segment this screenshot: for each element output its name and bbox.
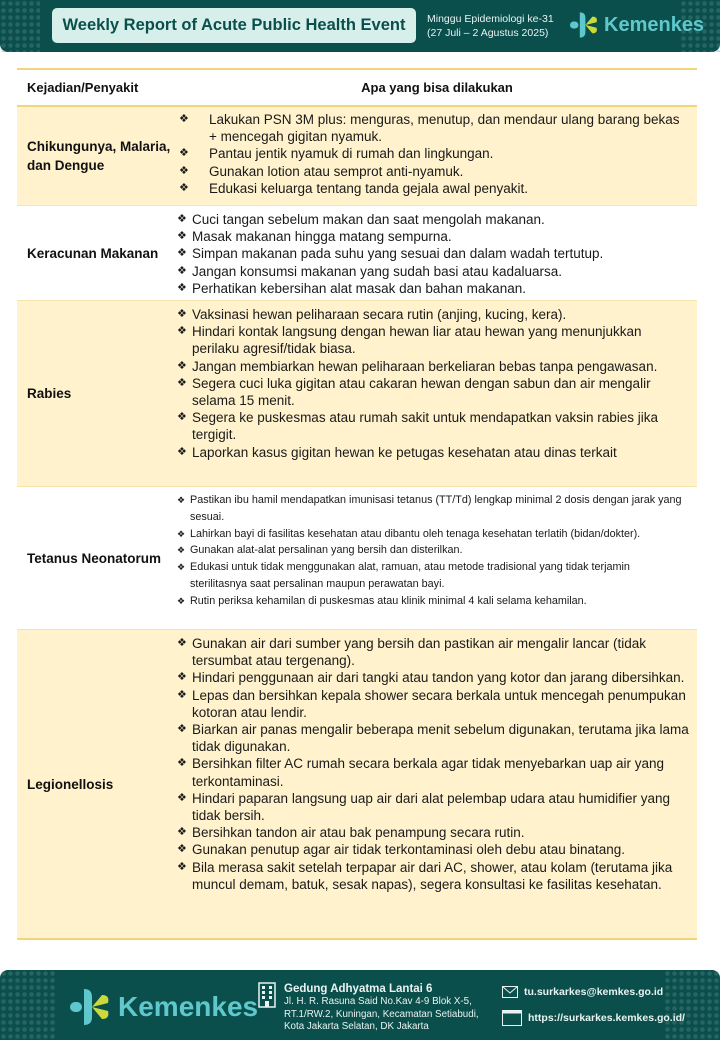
diamond-bullet-icon: ❖ xyxy=(177,359,187,372)
list-item: ❖ Lakukan PSN 3M plus: menguras, menutup, dan mendaur ulang barang bekas + mencegah gigitan nyamuk. xyxy=(179,112,680,145)
diamond-bullet-icon: ❖ xyxy=(177,637,187,649)
disease-name: Rabies xyxy=(27,386,72,401)
browser-window-icon xyxy=(502,1010,522,1026)
mail-icon xyxy=(502,986,518,998)
diamond-bullet-icon: ❖ xyxy=(177,247,187,260)
office-address xyxy=(284,982,479,1034)
kemenkes-logo-icon xyxy=(570,11,598,39)
list-item: ❖ Biarkan air panas mengalir beberapa menit sebelum digunakan, terutama jika lama tidak digunakan. xyxy=(177,722,689,755)
diamond-bullet-icon: ❖ xyxy=(177,545,186,556)
epi-week-info xyxy=(427,12,554,40)
table-row-rabies xyxy=(17,301,697,487)
list-item: ❖ Bersihkan tandon air atau bak penampung secara rutin. xyxy=(177,825,525,841)
list-item: ❖ Hindari kontak langsung dengan hewan liar atau hewan yang menunjukkan perilaku agresif/tidak biasa. xyxy=(177,324,642,357)
action-list xyxy=(177,301,697,486)
disease-name: Legionellosis xyxy=(27,776,114,792)
list-item: ❖ Jangan membiarkan hewan peliharaan berkeliaran bebas tanpa pengawasan. xyxy=(177,358,658,374)
list-item: ❖ Bila merasa sakit setelah terpapar air dari AC, shower, atau kolam (terutama jika muncul demam, batuk, sesak napas), segera konsultasi ke fasilitas kesehatan. xyxy=(177,859,673,892)
prevention-table xyxy=(17,68,697,940)
diamond-bullet-icon: ❖ xyxy=(179,147,189,160)
diamond-bullet-icon: ❖ xyxy=(177,826,187,839)
list-item: ❖ Gunakan lotion atau semprot anti-nyamuk. xyxy=(179,163,464,179)
diamond-bullet-icon: ❖ xyxy=(177,230,187,243)
list-item: ❖ Hindari penggunaan air dari tangki atau tandon yang kotor dan jarang dibersihkan. xyxy=(177,670,685,686)
diamond-bullet-icon: ❖ xyxy=(177,860,187,873)
diamond-bullet-icon: ❖ xyxy=(177,308,187,320)
list-item: ❖ Bersihkan filter AC rumah secara berkala agar tidak menyebarkan uap air yang terkontaminasi. xyxy=(177,756,664,789)
diamond-bullet-icon: ❖ xyxy=(177,528,186,539)
diamond-bullet-icon: ❖ xyxy=(177,688,187,701)
address-line: Jl. H. R. Rasuna Said No.Kav 4-9 Blok X-5, xyxy=(284,996,472,1007)
action-list xyxy=(177,107,697,205)
kemenkes-logo-icon xyxy=(70,987,110,1027)
address-line: Kota Jakarta Selatan, DK Jakarta xyxy=(284,1021,429,1032)
diamond-bullet-icon: ❖ xyxy=(177,723,187,736)
kemenkes-logo-text: Kemenkes xyxy=(604,13,705,36)
list-item: ❖ Pantau jentik nyamuk di rumah dan lingkungan. xyxy=(179,146,494,162)
report-footer xyxy=(0,970,720,1040)
disease-name: Tetanus Neonatorum xyxy=(27,550,162,566)
diamond-bullet-icon: ❖ xyxy=(179,181,189,194)
website-link[interactable]: https://surkarkes.kemkes.go.id/ xyxy=(528,1012,685,1024)
diamond-bullet-icon: ❖ xyxy=(177,757,187,770)
column-header-disease: Kejadian/Penyakit xyxy=(27,80,139,95)
list-item: ❖ Masak makanan hingga matang sempurna. xyxy=(177,229,452,245)
action-list xyxy=(177,487,697,629)
address-title: Gedung Adhyatma Lantai 6 xyxy=(284,983,433,995)
table-row-legionellosis xyxy=(17,630,697,940)
diamond-bullet-icon: ❖ xyxy=(177,264,187,277)
list-item: ❖ Rutin periksa kehamilan di puskesmas atau klinik minimal 4 kali selama kehamilan. xyxy=(177,593,689,610)
diamond-bullet-icon: ❖ xyxy=(177,495,186,505)
action-list xyxy=(177,630,697,938)
list-item: ❖ Segera cuci luka gigitan atau cakaran hewan dengan sabun dan air mengalir selama 15 menit. xyxy=(177,375,651,409)
column-header-actions: Apa yang bisa dilakukan xyxy=(361,80,513,95)
diamond-bullet-icon: ❖ xyxy=(177,213,187,225)
list-item: ❖ Gunakan air dari sumber yang bersih dan pastikan air mengalir lancar (tidak tersumbat atau tergenang). xyxy=(177,636,646,669)
disease-name: Chikungunya, Malaria, dan Dengue xyxy=(27,139,171,173)
kemenkes-logo xyxy=(70,987,258,1027)
list-item: ❖ Pastikan ibu hamil mendapatkan imunisasi tetanus (TT/Td) lengkap minimal 2 dosis dengan jarak yang sesuai. xyxy=(177,492,689,526)
epi-week-dates: (27 Juli – 2 Agustus 2025) xyxy=(427,27,549,39)
batik-pattern-left xyxy=(0,970,56,1040)
list-item: ❖ Lepas dan bersihkan kepala shower secara berkala untuk mencegah penumpukan kotoran atau lendir. xyxy=(177,687,686,720)
report-title: Weekly Report of Acute Public Health Event xyxy=(52,8,416,43)
table-row-chikungunya xyxy=(17,107,697,206)
kemenkes-logo xyxy=(570,11,704,39)
list-item: ❖ Vaksinasi hewan peliharaan secara rutin (anjing, kucing, kera). xyxy=(177,307,567,322)
list-item: ❖ Jangan konsumsi makanan yang sudah basi atau kadaluarsa. xyxy=(177,263,562,279)
disease-name: Keracunan Makanan xyxy=(27,245,159,261)
building-icon xyxy=(258,982,276,1008)
list-item: ❖ Cuci tangan sebelum makan dan saat mengolah makanan. xyxy=(177,212,545,227)
diamond-bullet-icon: ❖ xyxy=(179,164,189,177)
list-item: ❖ Edukasi keluarga tentang tanda gejala awal penyakit. xyxy=(179,180,528,196)
contact-email[interactable] xyxy=(502,986,663,998)
diamond-bullet-icon: ❖ xyxy=(177,411,187,424)
address-line: RT.1/RW.2, Kuningan, Kecamatan Setiabudi, xyxy=(284,1008,479,1020)
list-item: ❖ Laporkan kasus gigitan hewan ke petugas kesehatan atau dinas terkait xyxy=(177,444,617,460)
diamond-bullet-icon: ❖ xyxy=(177,595,186,606)
list-item: ❖ Perhatikan kebersihan alat masak dan bahan makanan. xyxy=(177,280,526,296)
list-item: ❖ Gunakan alat-alat persalinan yang bersih dan disterilkan. xyxy=(177,542,689,559)
list-item: ❖ Gunakan penutup agar air tidak terkontaminasi oleh debu atau binatang. xyxy=(177,842,626,858)
diamond-bullet-icon: ❖ xyxy=(177,843,187,856)
contact-website[interactable] xyxy=(502,1010,685,1026)
email-link[interactable]: tu.surkarkes@kemkes.go.id xyxy=(524,986,664,998)
report-header xyxy=(0,0,720,52)
list-item: ❖ Simpan makanan pada suhu yang sesuai dan dalam wadah tertutup. xyxy=(177,246,604,262)
diamond-bullet-icon: ❖ xyxy=(177,791,187,804)
kemenkes-logo-text: Kemenkes xyxy=(118,991,259,1022)
batik-pattern-right xyxy=(664,970,720,1040)
diamond-bullet-icon: ❖ xyxy=(177,325,187,338)
batik-pattern-left xyxy=(0,0,40,52)
diamond-bullet-icon: ❖ xyxy=(177,671,187,684)
list-item: ❖ Edukasi untuk tidak menggunakan alat, ramuan, atau metode tradisional yang tidak terjamin sterilitasnya saat persalinan maupun perawatan bayi. xyxy=(177,559,689,593)
epi-week-number: Minggu Epidemiologi ke-31 xyxy=(427,13,554,25)
list-item: ❖ Lahirkan bayi di fasilitas kesehatan atau dibantu oleh tenaga kesehatan terlatih (bidan/dokter). xyxy=(177,526,689,543)
table-header-row xyxy=(17,68,697,107)
list-item: ❖ Segera ke puskesmas atau rumah sakit untuk mendapatkan vaksin rabies jika tergigit. xyxy=(177,410,659,443)
diamond-bullet-icon: ❖ xyxy=(179,113,189,125)
table-row-keracunan xyxy=(17,206,697,301)
list-item: ❖ Hindari paparan langsung uap air dari alat pelembap udara atau humidifier yang tidak bersih. xyxy=(177,790,671,824)
diamond-bullet-icon: ❖ xyxy=(177,376,187,389)
table-row-tetanus xyxy=(17,487,697,630)
diamond-bullet-icon: ❖ xyxy=(177,562,186,573)
action-list xyxy=(177,206,697,300)
diamond-bullet-icon: ❖ xyxy=(177,445,187,458)
diamond-bullet-icon: ❖ xyxy=(177,281,187,294)
